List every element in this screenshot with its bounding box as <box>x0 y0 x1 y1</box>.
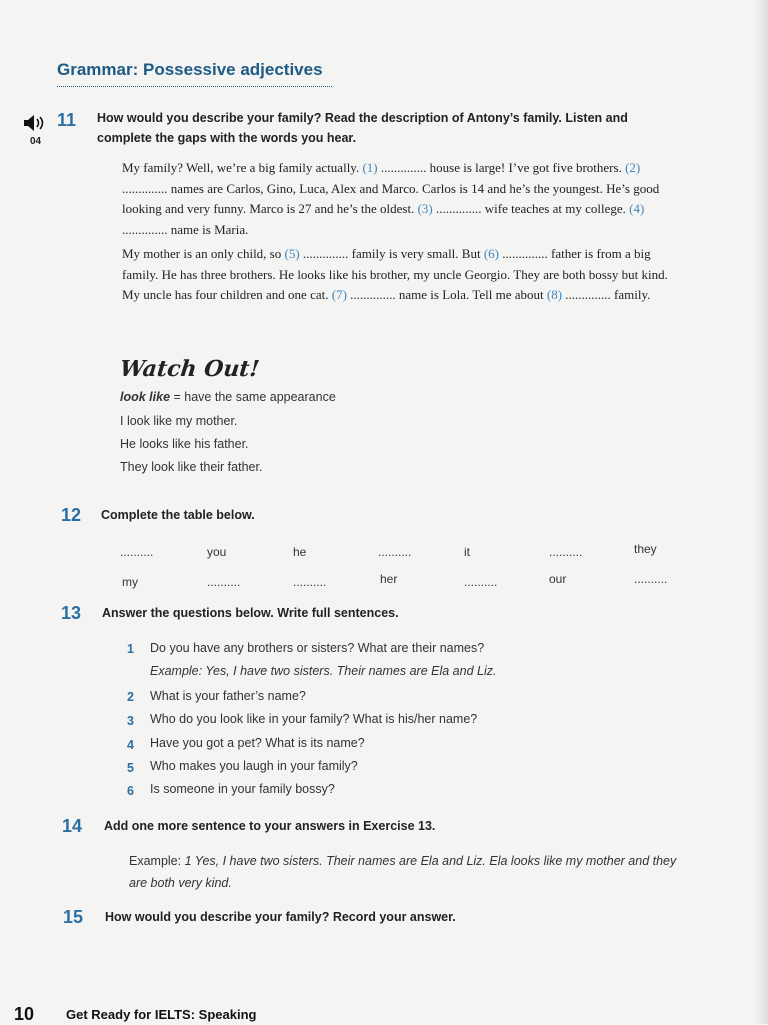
passage-text: .............. father is from a big family. He has three brothers. He looks like his brother, my uncle Georgio. They are both bossy but kind. My uncle has four children and one cat. <box>122 246 668 302</box>
question-number: 4 <box>127 738 134 752</box>
page-number: 10 <box>14 1004 35 1024</box>
gap-number: (3) <box>417 201 433 216</box>
watch-out-example: They look like their father. <box>120 460 263 474</box>
table-cell: .......... <box>120 545 154 559</box>
watch-out-term: look like <box>120 390 171 404</box>
passage-text: .............. family is very small. But <box>299 246 484 261</box>
question-example: Example: Yes, I have two sisters. Their names are Ela and Liz. <box>150 664 497 678</box>
table-cell: .......... <box>634 572 668 586</box>
example-label: Example: <box>129 854 185 868</box>
exercise-14-example <box>129 850 689 894</box>
question-text: Do you have any brothers or sisters? What are their names? <box>150 641 485 655</box>
table-cell: .......... <box>293 575 327 589</box>
gap-number: (5) <box>284 246 300 261</box>
audio-track-number: 04 <box>30 136 42 147</box>
exercise-13-instruction: Answer the questions below. Write full sentences. <box>102 606 399 620</box>
table-cell: you <box>207 545 227 559</box>
question-number: 1 <box>127 642 134 656</box>
gap-number: (8) <box>546 287 563 302</box>
watch-out-definition <box>120 390 336 404</box>
exercise-12-number: 12 <box>61 505 82 525</box>
gap-number: (1) <box>362 160 378 175</box>
passage-text: .............. family. <box>562 287 651 302</box>
question-number: 5 <box>127 761 134 775</box>
table-cell: they <box>634 542 657 556</box>
table-cell: .......... <box>378 545 412 559</box>
exercise-11-instruction-line2: complete the gaps with the words you hear. <box>97 131 357 145</box>
gap-number: (7) <box>331 287 347 302</box>
passage-text: .............. name is Maria. <box>122 221 249 237</box>
gap-number: (2) <box>625 160 641 175</box>
page-edge-shadow <box>754 0 768 1024</box>
table-cell: .......... <box>464 575 498 589</box>
passage-text: .............. wife teaches at my college. <box>432 201 630 216</box>
example-text: 1 Yes, I have two sisters. Their names are Ela and Liz. Ela looks like my mother and they are both very kind. <box>129 854 677 890</box>
exercise-13-number: 13 <box>61 603 82 623</box>
table-cell: .......... <box>549 545 583 559</box>
question-number: 3 <box>127 714 134 728</box>
gap-number: (6) <box>483 246 499 261</box>
table-cell: .......... <box>207 575 241 589</box>
question-text: Have you got a pet? What is its name? <box>150 736 365 750</box>
passage-text: My mother is an only child, so <box>122 246 285 261</box>
table-cell: her <box>380 572 398 586</box>
exercise-11-number: 11 <box>57 110 77 130</box>
book-title: Get Ready for IELTS: Speaking <box>66 1007 257 1022</box>
question-text: Is someone in your family bossy? <box>150 782 335 796</box>
question-number: 2 <box>127 690 134 704</box>
question-text: What is your father’s name? <box>150 689 306 703</box>
family-description-passage <box>122 158 682 310</box>
gap-number: (4) <box>629 201 645 216</box>
table-cell: it <box>464 545 470 559</box>
passage-paragraph-2 <box>122 244 682 306</box>
question-text: Who do you look like in your family? What is his/her name? <box>150 712 478 726</box>
passage-paragraph-1 <box>122 158 682 240</box>
exercise-15-instruction: How would you describe your family? Record your answer. <box>105 910 456 924</box>
passage-text: My family? Well, we’re a big family actually. <box>122 160 363 175</box>
speaker-icon[interactable] <box>22 114 48 132</box>
section-title: Grammar: Possessive adjectives <box>57 60 323 79</box>
watch-out-title: Watch Out! <box>118 356 261 382</box>
passage-text: .............. names are Carlos, Gino, Luca, Alex and Marco. Carlos is 14 and he’s the youngest. He’s good looking and very funny. Marco is 27 and he’s the oldest. <box>122 180 660 216</box>
exercise-11-instruction-line1: How would you describe your family? Read the description of Antony’s family. Listen and <box>97 111 628 125</box>
passage-text: .............. house is large! I’ve got five brothers. <box>377 160 626 175</box>
watch-out-example: He looks like his father. <box>120 437 249 451</box>
exercise-15-number: 15 <box>63 907 84 927</box>
table-cell: he <box>293 545 307 559</box>
table-cell: my <box>122 575 138 589</box>
passage-text: .............. name is Lola. Tell me about <box>346 287 547 302</box>
question-number: 6 <box>127 784 134 798</box>
watch-out-definition-text: = have the same appearance <box>170 390 336 404</box>
exercise-14-number: 14 <box>62 816 83 836</box>
exercise-14-instruction: Add one more sentence to your answers in Exercise 13. <box>104 819 436 833</box>
table-cell: our <box>549 572 567 586</box>
exercise-12-instruction: Complete the table below. <box>101 508 255 522</box>
exercise-11-instruction <box>97 108 697 148</box>
section-title-underline <box>57 86 332 87</box>
question-text: Who makes you laugh in your family? <box>150 759 358 773</box>
watch-out-example: I look like my mother. <box>120 414 238 428</box>
